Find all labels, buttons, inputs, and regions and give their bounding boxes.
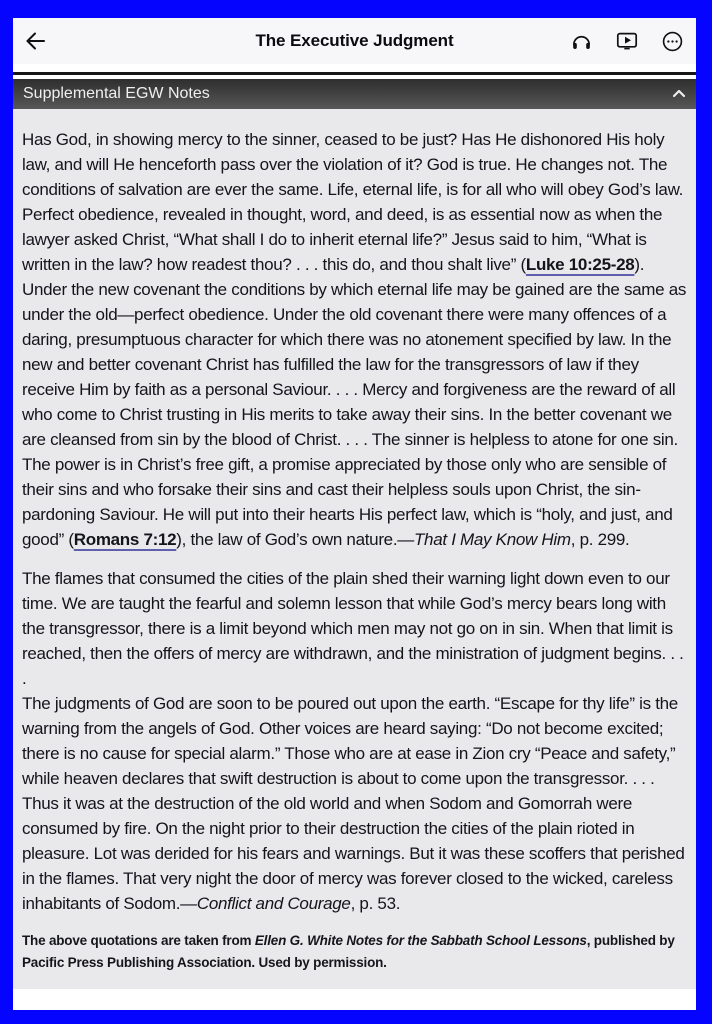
quotation-paragraphs bbox=[22, 127, 687, 916]
text-segment: Has God, in showing mercy to the sinner, ceased to be just? Has He dishonored His holy law, and will He henceforth pass over the violation of it? God is true. He changes not. The conditions of salvation are ever the same. Life, eternal life, is for all who will obey God’s law. Perfect obedience, revealed in thought, word, and deed, is as essential now as when the lawyer asked Christ, “What shall I do to inherit eternal life?” Jesus said to him, “What is written in the law? how readest thou? . . . this do, and thou shalt live” ( bbox=[22, 130, 684, 274]
text-segment: The above quotations are taken from bbox=[22, 933, 255, 948]
navbar-actions bbox=[568, 27, 688, 55]
book-title-italic: Conflict and Courage bbox=[196, 894, 351, 913]
video-button[interactable] bbox=[613, 27, 641, 55]
text-segment: The judgments of God are soon to be poured out upon the earth. “Escape for thy life” is the warning from the angels of God. Other voices are heard saying: “Do not become excited; there is no cause for special alarm.” Those who are at ease in Zion cry “Peace and safety,” while heaven declares that swift destruction is about to come upon the transgressor. . . . Thus it was at the destruction of the old world and when Sodom and Gomorrah were consumed by fire. On the night prior to their destruction the cities of the plain rioted in pleasure. Lot was derided for his fears and warnings. But it was these scoffers that perished in the flames. That very night the door of mercy was forever closed to the wicked, careless inhabitants of Sodom.— bbox=[22, 694, 685, 913]
text-segment: ). Under the new covenant the conditions by which eternal life may be gained are the same as under the old—perfect obedience. Under the old covenant there were many offences of a daring, presumptuous character for which there was no atonement specified by law. In the new and better covenant Christ has fulfilled the law for the transgressors of law if they receive Him by faith as a personal Saviour. . . . Mercy and forgiveness are the reward of all who come to Christ trusting in His merits to take away their sins. In the better covenant we are cleansed from sin by the blood of Christ. . . . The sinner is helpless to atone for one sin. The power is in Christ’s free gift, a promise appreciated by those only who are sensible of their sins and who forsake their sins and cast their helpless souls upon Christ, the sin-pardoning Saviour. He will put into their hearts His perfect law, which is “holy, and just, and good” ( bbox=[22, 255, 687, 549]
audio-button[interactable] bbox=[568, 28, 595, 55]
top-navbar bbox=[13, 18, 696, 64]
attribution-footnote bbox=[22, 930, 687, 974]
video-play-icon bbox=[615, 29, 639, 53]
chevron-up-icon[interactable] bbox=[672, 85, 686, 103]
book-title-italic: Ellen G. White Notes for the Sabbath School Lessons bbox=[254, 933, 587, 948]
book-title-italic: That I May Know Him bbox=[413, 530, 571, 549]
ellipsis-circle-icon bbox=[661, 30, 684, 53]
navbar-gap bbox=[13, 64, 696, 72]
back-button[interactable] bbox=[21, 27, 49, 55]
content-area bbox=[13, 109, 696, 989]
text-segment: The flames that consumed the cities of the plain shed their warning light down even to our time. We are taught the fearful and solemn lesson that while God’s mercy bears long with the transgressor, there is a limit beyond which men may not go on in sin. When that limit is reached, then the offers of mercy are withdrawn, and the ministration of judgment begins. . . bbox=[22, 569, 684, 663]
section-header-supplemental-egw-notes[interactable] bbox=[13, 79, 696, 109]
text-segment: , p. 299. bbox=[570, 530, 630, 549]
back-arrow-icon bbox=[23, 29, 47, 53]
paragraph bbox=[22, 691, 687, 916]
text-segment: , p. 53. bbox=[350, 894, 401, 913]
text-segment: ), the law of God’s own nature.— bbox=[176, 530, 414, 549]
app-screen bbox=[13, 18, 696, 1010]
text-segment: , published by Pacific Press Publishing Association. Used by permission. bbox=[22, 933, 675, 970]
paragraph bbox=[22, 566, 687, 691]
scripture-link[interactable]: Luke 10:25-28 bbox=[525, 255, 635, 274]
text-segment: . bbox=[22, 669, 27, 688]
bottom-strip bbox=[13, 989, 696, 1010]
section-title: Supplemental EGW Notes bbox=[23, 85, 210, 102]
more-button[interactable] bbox=[659, 28, 686, 55]
headphones-icon bbox=[570, 30, 593, 53]
page-title: The Executive Judgment bbox=[255, 31, 454, 50]
scripture-link[interactable]: Romans 7:12 bbox=[73, 530, 177, 549]
paragraph bbox=[22, 127, 687, 552]
